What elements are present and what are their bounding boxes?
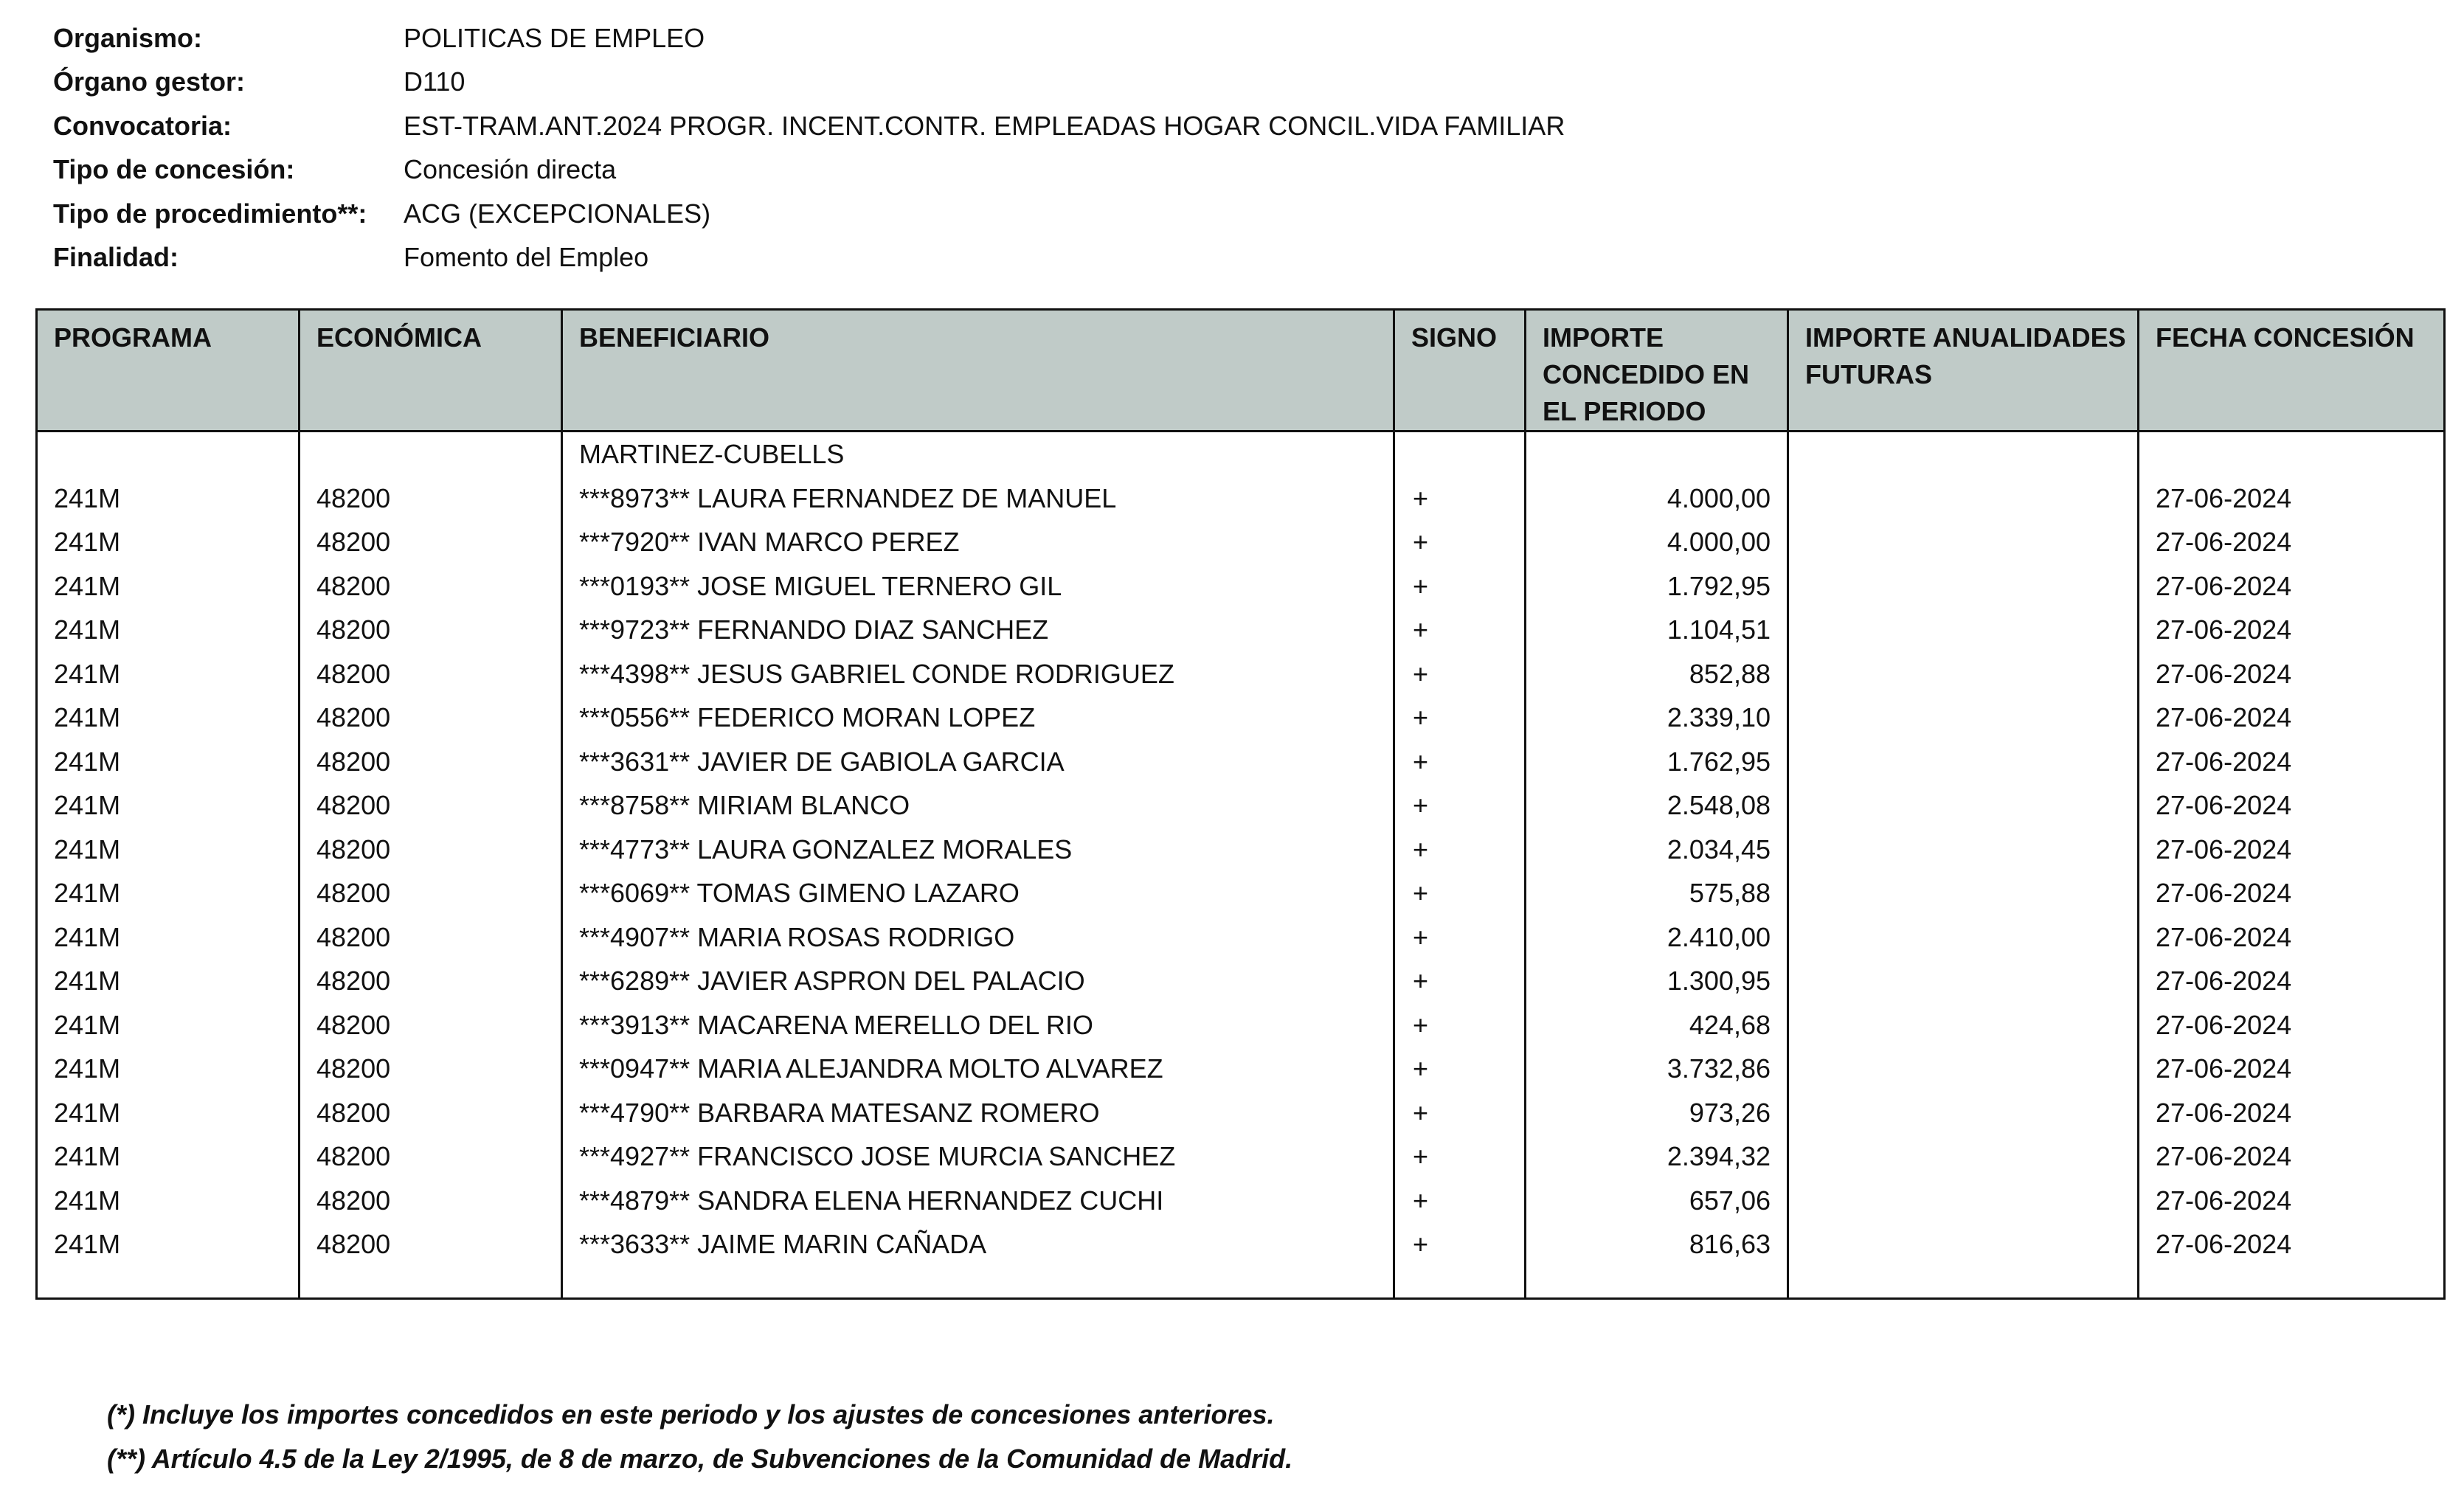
signo-cell: + bbox=[1394, 1003, 1526, 1047]
fecha-cell: 27-06-2024 bbox=[2139, 915, 2445, 960]
programa-cell: 241M bbox=[37, 1047, 300, 1091]
table-row bbox=[37, 871, 2445, 915]
anualidades-cell bbox=[1788, 696, 2139, 740]
signo-cell: + bbox=[1394, 564, 1526, 609]
programa-cell: 241M bbox=[37, 828, 300, 872]
economica-cell: 48200 bbox=[300, 1222, 562, 1266]
beneficiario-cell: ***3913** MACARENA MERELLO DEL RIO bbox=[562, 1003, 1394, 1047]
beneficiario-cell: ***4879** SANDRA ELENA HERNANDEZ CUCHI bbox=[562, 1179, 1394, 1223]
fecha-cell: 27-06-2024 bbox=[2139, 1179, 2445, 1223]
signo-cell: + bbox=[1394, 1091, 1526, 1135]
table-row bbox=[37, 1047, 2445, 1091]
table-row bbox=[37, 740, 2445, 784]
programa-cell: 241M bbox=[37, 740, 300, 784]
importe-cell: 3.732,86 bbox=[1526, 1047, 1788, 1091]
table-row bbox=[37, 564, 2445, 609]
fecha-cell: 27-06-2024 bbox=[2139, 696, 2445, 740]
importe-cell: 2.410,00 bbox=[1526, 915, 1788, 960]
importe-cell: 4.000,00 bbox=[1526, 477, 1788, 521]
header-field-tipo-procedimiento bbox=[53, 192, 1565, 236]
importe-cell: 1.104,51 bbox=[1526, 608, 1788, 652]
table-row bbox=[37, 1134, 2445, 1179]
importe-cell: 2.339,10 bbox=[1526, 696, 1788, 740]
anualidades-cell bbox=[1788, 740, 2139, 784]
field-label: Órgano gestor: bbox=[53, 66, 246, 97]
table-row bbox=[37, 477, 2445, 521]
anualidades-cell bbox=[1788, 871, 2139, 915]
field-value: POLITICAS DE EMPLEO bbox=[404, 22, 705, 53]
fecha-cell: 27-06-2024 bbox=[2139, 564, 2445, 609]
table-row bbox=[37, 1222, 2445, 1266]
table-row bbox=[37, 915, 2445, 960]
signo-cell: + bbox=[1394, 608, 1526, 652]
economica-cell: 48200 bbox=[300, 564, 562, 609]
footnotes bbox=[107, 1393, 1292, 1481]
beneficiario-cell: ***0193** JOSE MIGUEL TERNERO GIL bbox=[562, 564, 1394, 609]
beneficiario-cell: ***6069** TOMAS GIMENO LAZARO bbox=[562, 871, 1394, 915]
fecha-cell: 27-06-2024 bbox=[2139, 783, 2445, 828]
anualidades-cell bbox=[1788, 959, 2139, 1003]
economica-cell: 48200 bbox=[300, 1091, 562, 1135]
signo-cell: + bbox=[1394, 1222, 1526, 1266]
table-row bbox=[37, 696, 2445, 740]
beneficiario-cell: ***6289** JAVIER ASPRON DEL PALACIO bbox=[562, 959, 1394, 1003]
importe-cell: 973,26 bbox=[1526, 1091, 1788, 1135]
fecha-cell: 27-06-2024 bbox=[2139, 1003, 2445, 1047]
field-value: EST-TRAM.ANT.2024 PROGR. INCENT.CONTR. EMPLEADAS HOGAR CONCIL.VIDA FAMILIAR bbox=[404, 110, 1565, 141]
anualidades-cell bbox=[1788, 520, 2139, 564]
programa-cell: 241M bbox=[37, 959, 300, 1003]
signo-cell: + bbox=[1394, 871, 1526, 915]
table-row bbox=[37, 1179, 2445, 1223]
economica-cell: 48200 bbox=[300, 915, 562, 960]
anualidades-cell bbox=[1788, 1003, 2139, 1047]
beneficiario-cell: ***9723** FERNANDO DIAZ SANCHEZ bbox=[562, 608, 1394, 652]
signo-cell: + bbox=[1394, 1134, 1526, 1179]
continuation-text: MARTINEZ-CUBELLS bbox=[562, 432, 1394, 477]
programa-cell: 241M bbox=[37, 696, 300, 740]
continuation-row bbox=[37, 432, 2445, 477]
signo-cell: + bbox=[1394, 652, 1526, 696]
programa-cell: 241M bbox=[37, 1091, 300, 1135]
fecha-cell: 27-06-2024 bbox=[2139, 1047, 2445, 1091]
fecha-cell: 27-06-2024 bbox=[2139, 828, 2445, 872]
table-row bbox=[37, 1003, 2445, 1047]
field-value: D110 bbox=[404, 66, 466, 97]
signo-cell: + bbox=[1394, 828, 1526, 872]
programa-cell: 241M bbox=[37, 652, 300, 696]
table-row bbox=[37, 652, 2445, 696]
table-row bbox=[37, 520, 2445, 564]
header-field-organismo bbox=[53, 16, 1565, 60]
economica-cell: 48200 bbox=[300, 740, 562, 784]
signo-cell: + bbox=[1394, 783, 1526, 828]
importe-cell: 2.394,32 bbox=[1526, 1134, 1788, 1179]
economica-cell: 48200 bbox=[300, 959, 562, 1003]
economica-cell: 48200 bbox=[300, 608, 562, 652]
header-field-finalidad bbox=[53, 236, 1565, 280]
fecha-cell: 27-06-2024 bbox=[2139, 871, 2445, 915]
programa-cell: 241M bbox=[37, 1179, 300, 1223]
economica-cell: 48200 bbox=[300, 696, 562, 740]
fecha-cell: 27-06-2024 bbox=[2139, 1222, 2445, 1266]
table-filler-row bbox=[37, 1266, 2445, 1299]
column-header-anualidades: IMPORTE ANUALIDADES FUTURAS bbox=[1788, 310, 2139, 432]
column-header-economica: ECONÓMICA bbox=[300, 310, 562, 432]
header-field-convocatoria bbox=[53, 104, 1565, 148]
header-field-organo-gestor bbox=[53, 60, 1565, 105]
footnote: (*) Incluye los importes concedidos en este periodo y los ajustes de concesiones anteriores. bbox=[107, 1399, 1275, 1430]
anualidades-cell bbox=[1788, 477, 2139, 521]
table-row bbox=[37, 783, 2445, 828]
anualidades-cell bbox=[1788, 608, 2139, 652]
signo-cell: + bbox=[1394, 696, 1526, 740]
fecha-cell: 27-06-2024 bbox=[2139, 1134, 2445, 1179]
field-value: ACG (EXCEPCIONALES) bbox=[404, 198, 711, 229]
importe-cell: 852,88 bbox=[1526, 652, 1788, 696]
signo-cell: + bbox=[1394, 959, 1526, 1003]
signo-cell: + bbox=[1394, 1047, 1526, 1091]
economica-cell: 48200 bbox=[300, 1047, 562, 1091]
fecha-cell: 27-06-2024 bbox=[2139, 652, 2445, 696]
anualidades-cell bbox=[1788, 652, 2139, 696]
anualidades-cell bbox=[1788, 1134, 2139, 1179]
signo-cell: + bbox=[1394, 915, 1526, 960]
header-field-tipo-concesion bbox=[53, 148, 1565, 193]
economica-cell: 48200 bbox=[300, 1003, 562, 1047]
signo-cell: + bbox=[1394, 740, 1526, 784]
grants-table bbox=[35, 308, 2446, 1300]
table-row bbox=[37, 959, 2445, 1003]
economica-cell: 48200 bbox=[300, 828, 562, 872]
anualidades-cell bbox=[1788, 1179, 2139, 1223]
economica-cell: 48200 bbox=[300, 520, 562, 564]
importe-cell: 575,88 bbox=[1526, 871, 1788, 915]
beneficiario-cell: ***4398** JESUS GABRIEL CONDE RODRIGUEZ bbox=[562, 652, 1394, 696]
importe-cell: 2.034,45 bbox=[1526, 828, 1788, 872]
programa-cell: 241M bbox=[37, 564, 300, 609]
importe-cell: 2.548,08 bbox=[1526, 783, 1788, 828]
signo-cell: + bbox=[1394, 1179, 1526, 1223]
anualidades-cell bbox=[1788, 1047, 2139, 1091]
column-header-importe: IMPORTE CONCEDIDO EN EL PERIODO bbox=[1526, 310, 1788, 432]
economica-cell: 48200 bbox=[300, 1179, 562, 1223]
beneficiario-cell: ***4790** BARBARA MATESANZ ROMERO bbox=[562, 1091, 1394, 1135]
fecha-cell: 27-06-2024 bbox=[2139, 959, 2445, 1003]
column-header-signo: SIGNO bbox=[1394, 310, 1526, 432]
economica-cell: 48200 bbox=[300, 477, 562, 521]
signo-cell: + bbox=[1394, 477, 1526, 521]
importe-cell: 1.300,95 bbox=[1526, 959, 1788, 1003]
beneficiario-cell: ***7920** IVAN MARCO PEREZ bbox=[562, 520, 1394, 564]
field-value: Concesión directa bbox=[404, 154, 617, 185]
economica-cell: 48200 bbox=[300, 871, 562, 915]
field-label: Organismo: bbox=[53, 22, 203, 53]
programa-cell: 241M bbox=[37, 1134, 300, 1179]
beneficiario-cell: ***3631** JAVIER DE GABIOLA GARCIA bbox=[562, 740, 1394, 784]
fecha-cell: 27-06-2024 bbox=[2139, 520, 2445, 564]
anualidades-cell bbox=[1788, 828, 2139, 872]
anualidades-cell bbox=[1788, 564, 2139, 609]
fecha-cell: 27-06-2024 bbox=[2139, 608, 2445, 652]
anualidades-cell bbox=[1788, 783, 2139, 828]
document-header bbox=[53, 16, 1565, 280]
column-header-programa: PROGRAMA bbox=[37, 310, 300, 432]
economica-cell: 48200 bbox=[300, 783, 562, 828]
programa-cell: 241M bbox=[37, 1222, 300, 1266]
beneficiario-cell: ***0556** FEDERICO MORAN LOPEZ bbox=[562, 696, 1394, 740]
field-label: Tipo de procedimiento**: bbox=[53, 198, 367, 229]
importe-cell: 1.762,95 bbox=[1526, 740, 1788, 784]
programa-cell: 241M bbox=[37, 1003, 300, 1047]
field-label: Tipo de concesión: bbox=[53, 154, 295, 185]
economica-cell: 48200 bbox=[300, 652, 562, 696]
field-label: Finalidad: bbox=[53, 242, 179, 273]
importe-cell: 1.792,95 bbox=[1526, 564, 1788, 609]
beneficiario-cell: ***8973** LAURA FERNANDEZ DE MANUEL bbox=[562, 477, 1394, 521]
beneficiario-cell: ***0947** MARIA ALEJANDRA MOLTO ALVAREZ bbox=[562, 1047, 1394, 1091]
importe-cell: 424,68 bbox=[1526, 1003, 1788, 1047]
importe-cell: 657,06 bbox=[1526, 1179, 1788, 1223]
table-row bbox=[37, 828, 2445, 872]
anualidades-cell bbox=[1788, 1222, 2139, 1266]
importe-cell: 816,63 bbox=[1526, 1222, 1788, 1266]
fecha-cell: 27-06-2024 bbox=[2139, 1091, 2445, 1135]
field-value: Fomento del Empleo bbox=[404, 242, 649, 273]
beneficiario-cell: ***4907** MARIA ROSAS RODRIGO bbox=[562, 915, 1394, 960]
table-row bbox=[37, 608, 2445, 652]
importe-cell: 4.000,00 bbox=[1526, 520, 1788, 564]
beneficiario-cell: ***4927** FRANCISCO JOSE MURCIA SANCHEZ bbox=[562, 1134, 1394, 1179]
programa-cell: 241M bbox=[37, 520, 300, 564]
programa-cell: 241M bbox=[37, 783, 300, 828]
programa-cell: 241M bbox=[37, 477, 300, 521]
column-header-fecha: FECHA CONCESIÓN bbox=[2139, 310, 2445, 432]
anualidades-cell bbox=[1788, 1091, 2139, 1135]
economica-cell: 48200 bbox=[300, 1134, 562, 1179]
table-header-row bbox=[37, 310, 2445, 432]
beneficiario-cell: ***3633** JAIME MARIN CAÑADA bbox=[562, 1222, 1394, 1266]
table-row bbox=[37, 1091, 2445, 1135]
beneficiario-cell: ***8758** MIRIAM BLANCO bbox=[562, 783, 1394, 828]
field-label: Convocatoria: bbox=[53, 110, 232, 141]
programa-cell: 241M bbox=[37, 871, 300, 915]
footnote: (**) Artículo 4.5 de la Ley 2/1995, de 8 de marzo, de Subvenciones de la Comunidad de Madrid. bbox=[107, 1444, 1293, 1474]
anualidades-cell bbox=[1788, 915, 2139, 960]
beneficiario-cell: ***4773** LAURA GONZALEZ MORALES bbox=[562, 828, 1394, 872]
fecha-cell: 27-06-2024 bbox=[2139, 740, 2445, 784]
signo-cell: + bbox=[1394, 520, 1526, 564]
fecha-cell: 27-06-2024 bbox=[2139, 477, 2445, 521]
column-header-beneficiario: BENEFICIARIO bbox=[562, 310, 1394, 432]
programa-cell: 241M bbox=[37, 608, 300, 652]
programa-cell: 241M bbox=[37, 915, 300, 960]
